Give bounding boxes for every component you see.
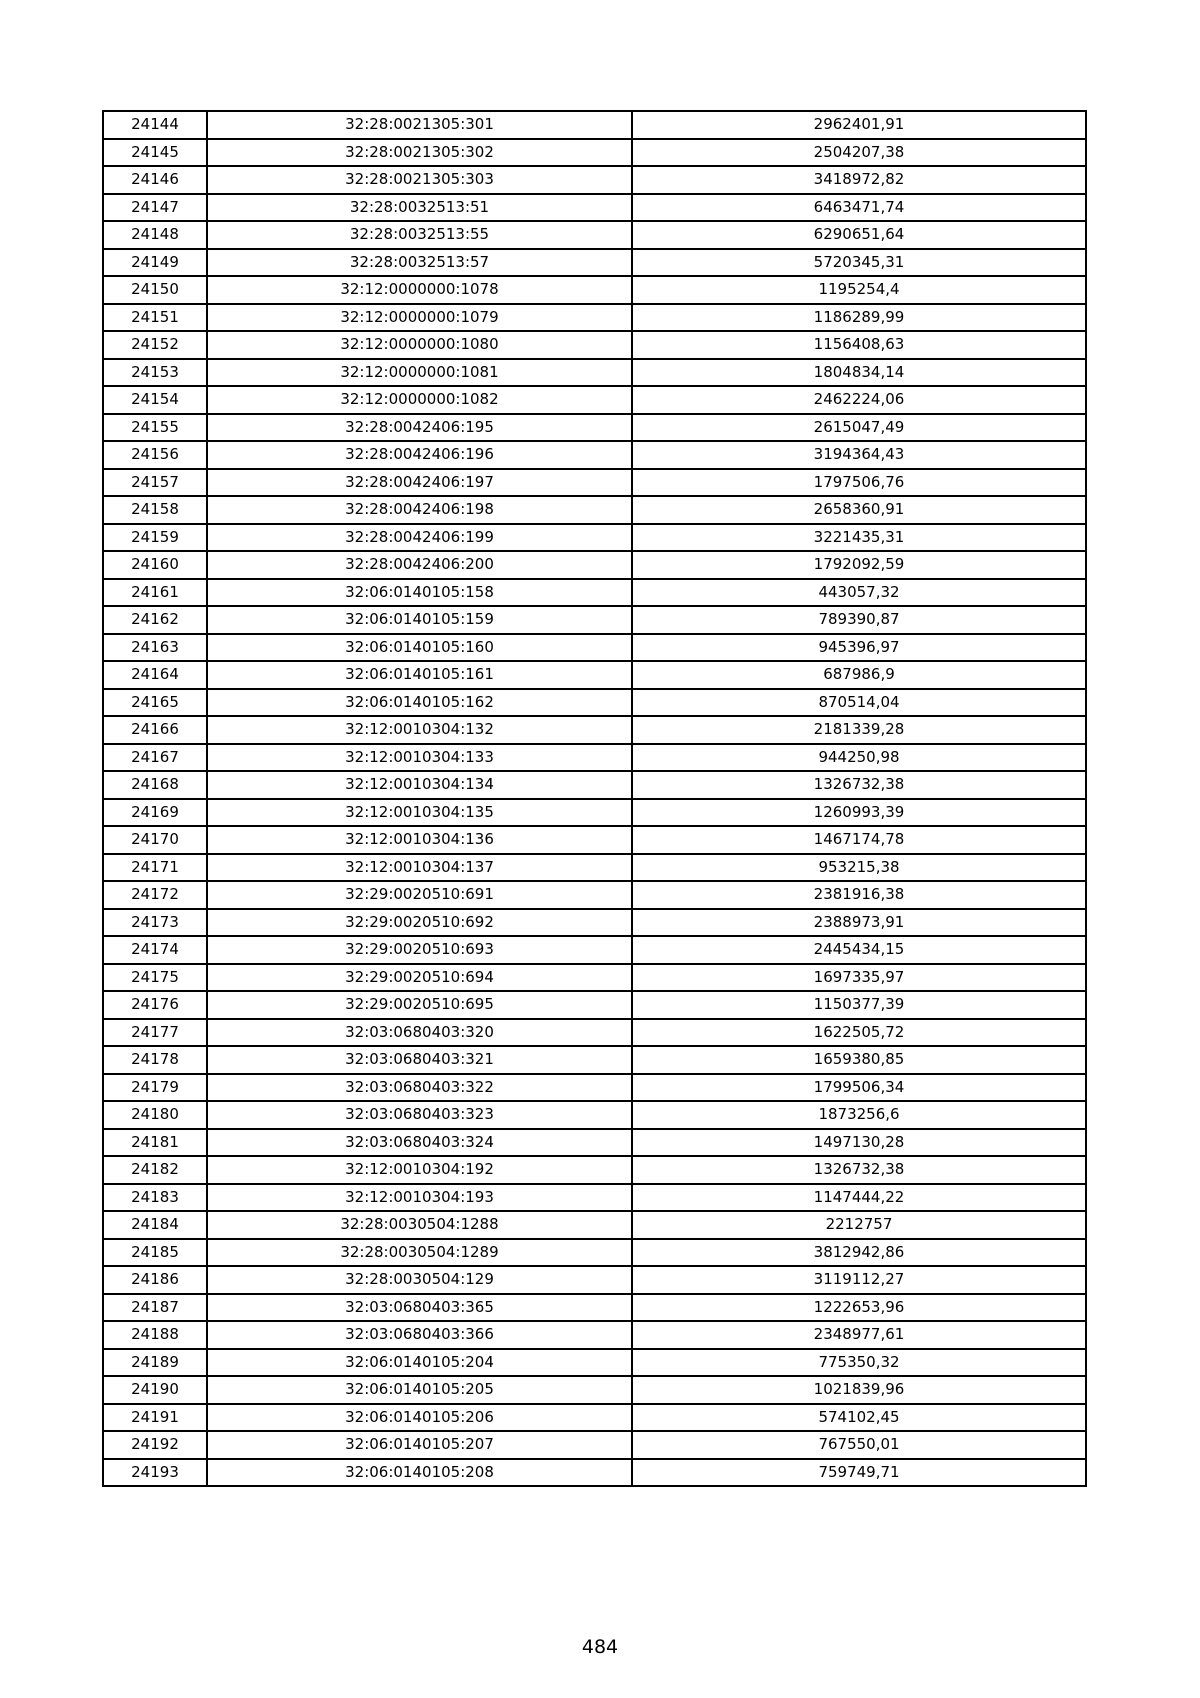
value-cell: 2445434,15 [632, 936, 1086, 964]
cadastral-number-cell: 32:28:0042406:198 [207, 496, 632, 524]
table-row [103, 771, 1086, 799]
cadastral-number-cell: 32:12:0010304:133 [207, 744, 632, 772]
table-row [103, 826, 1086, 854]
table-row [103, 1184, 1086, 1212]
row-number-cell: 24154 [103, 386, 207, 414]
cadastral-number-cell: 32:06:0140105:161 [207, 661, 632, 689]
row-number-cell: 24175 [103, 964, 207, 992]
value-cell: 953215,38 [632, 854, 1086, 882]
cadastral-number-cell: 32:28:0021305:301 [207, 111, 632, 139]
row-number-cell: 24171 [103, 854, 207, 882]
row-number-cell: 24158 [103, 496, 207, 524]
table-row [103, 579, 1086, 607]
value-cell: 3119112,27 [632, 1266, 1086, 1294]
row-number-cell: 24157 [103, 469, 207, 497]
table-row [103, 606, 1086, 634]
row-number-cell: 24184 [103, 1211, 207, 1239]
cadastral-number-cell: 32:03:0680403:321 [207, 1046, 632, 1074]
row-number-cell: 24178 [103, 1046, 207, 1074]
cadastral-number-cell: 32:12:0010304:136 [207, 826, 632, 854]
table-row [103, 276, 1086, 304]
table-row [103, 1211, 1086, 1239]
value-cell: 1792092,59 [632, 551, 1086, 579]
row-number-cell: 24155 [103, 414, 207, 442]
row-number-cell: 24173 [103, 909, 207, 937]
cadastral-number-cell: 32:03:0680403:320 [207, 1019, 632, 1047]
table-row [103, 221, 1086, 249]
cadastral-number-cell: 32:06:0140105:160 [207, 634, 632, 662]
row-number-cell: 24183 [103, 1184, 207, 1212]
cadastral-number-cell: 32:06:0140105:208 [207, 1459, 632, 1487]
cadastral-number-cell: 32:28:0030504:1288 [207, 1211, 632, 1239]
table-row [103, 249, 1086, 277]
table-row [103, 1046, 1086, 1074]
table-row [103, 634, 1086, 662]
row-number-cell: 24174 [103, 936, 207, 964]
value-cell: 1697335,97 [632, 964, 1086, 992]
row-number-cell: 24163 [103, 634, 207, 662]
table-row [103, 1376, 1086, 1404]
cadastral-number-cell: 32:28:0042406:195 [207, 414, 632, 442]
value-cell: 1222653,96 [632, 1294, 1086, 1322]
row-number-cell: 24147 [103, 194, 207, 222]
row-number-cell: 24186 [103, 1266, 207, 1294]
value-cell: 1021839,96 [632, 1376, 1086, 1404]
cadastral-number-cell: 32:28:0032513:55 [207, 221, 632, 249]
value-cell: 1326732,38 [632, 771, 1086, 799]
value-cell: 6463471,74 [632, 194, 1086, 222]
value-cell: 1622505,72 [632, 1019, 1086, 1047]
table-row [103, 909, 1086, 937]
row-number-cell: 24156 [103, 441, 207, 469]
cadastral-number-cell: 32:06:0140105:204 [207, 1349, 632, 1377]
cadastral-number-cell: 32:03:0680403:365 [207, 1294, 632, 1322]
value-cell: 1195254,4 [632, 276, 1086, 304]
row-number-cell: 24177 [103, 1019, 207, 1047]
value-cell: 1873256,6 [632, 1101, 1086, 1129]
cadastral-number-cell: 32:06:0140105:206 [207, 1404, 632, 1432]
cadastral-number-cell: 32:12:0000000:1079 [207, 304, 632, 332]
cadastral-number-cell: 32:28:0021305:303 [207, 166, 632, 194]
table-row [103, 964, 1086, 992]
row-number-cell: 24185 [103, 1239, 207, 1267]
value-cell: 443057,32 [632, 579, 1086, 607]
value-cell: 574102,45 [632, 1404, 1086, 1432]
value-cell: 945396,97 [632, 634, 1086, 662]
cadastral-number-cell: 32:12:0010304:132 [207, 716, 632, 744]
cadastral-number-cell: 32:06:0140105:159 [207, 606, 632, 634]
table-row [103, 1459, 1086, 1487]
cadastral-number-cell: 32:28:0042406:196 [207, 441, 632, 469]
table-row [103, 524, 1086, 552]
value-cell: 2962401,91 [632, 111, 1086, 139]
value-cell: 767550,01 [632, 1431, 1086, 1459]
table-row [103, 359, 1086, 387]
value-cell: 2212757 [632, 1211, 1086, 1239]
cadastral-number-cell: 32:28:0042406:200 [207, 551, 632, 579]
row-number-cell: 24172 [103, 881, 207, 909]
row-number-cell: 24180 [103, 1101, 207, 1129]
row-number-cell: 24166 [103, 716, 207, 744]
row-number-cell: 24182 [103, 1156, 207, 1184]
row-number-cell: 24144 [103, 111, 207, 139]
value-cell: 2381916,38 [632, 881, 1086, 909]
value-cell: 1326732,38 [632, 1156, 1086, 1184]
row-number-cell: 24151 [103, 304, 207, 332]
table-row [103, 1156, 1086, 1184]
cadastral-number-cell: 32:06:0140105:207 [207, 1431, 632, 1459]
value-cell: 1467174,78 [632, 826, 1086, 854]
table-row [103, 661, 1086, 689]
cadastral-number-cell: 32:28:0030504:1289 [207, 1239, 632, 1267]
table-row [103, 689, 1086, 717]
value-cell: 2388973,91 [632, 909, 1086, 937]
cadastral-number-cell: 32:28:0021305:302 [207, 139, 632, 167]
row-number-cell: 24193 [103, 1459, 207, 1487]
row-number-cell: 24187 [103, 1294, 207, 1322]
cadastral-number-cell: 32:29:0020510:693 [207, 936, 632, 964]
value-cell: 1799506,34 [632, 1074, 1086, 1102]
table-row [103, 194, 1086, 222]
row-number-cell: 24168 [103, 771, 207, 799]
table-row [103, 111, 1086, 139]
table-row [103, 854, 1086, 882]
table-row [103, 881, 1086, 909]
row-number-cell: 24153 [103, 359, 207, 387]
table-row [103, 1129, 1086, 1157]
cadastral-number-cell: 32:28:0042406:199 [207, 524, 632, 552]
table-row [103, 936, 1086, 964]
cadastral-number-cell: 32:12:0000000:1082 [207, 386, 632, 414]
table-row [103, 1321, 1086, 1349]
value-cell: 870514,04 [632, 689, 1086, 717]
value-cell: 3418972,82 [632, 166, 1086, 194]
table-row [103, 1074, 1086, 1102]
row-number-cell: 24145 [103, 139, 207, 167]
table-row [103, 1349, 1086, 1377]
row-number-cell: 24167 [103, 744, 207, 772]
row-number-cell: 24169 [103, 799, 207, 827]
cadastral-number-cell: 32:29:0020510:692 [207, 909, 632, 937]
cadastral-number-cell: 32:03:0680403:323 [207, 1101, 632, 1129]
table-row [103, 551, 1086, 579]
table-body [103, 111, 1086, 1486]
cadastral-number-cell: 32:12:0010304:192 [207, 1156, 632, 1184]
row-number-cell: 24152 [103, 331, 207, 359]
table-row [103, 331, 1086, 359]
table-row [103, 139, 1086, 167]
cadastral-number-cell: 32:12:0010304:134 [207, 771, 632, 799]
table-row [103, 469, 1086, 497]
row-number-cell: 24162 [103, 606, 207, 634]
value-cell: 3221435,31 [632, 524, 1086, 552]
value-cell: 2462224,06 [632, 386, 1086, 414]
page-number: 484 [581, 1636, 619, 1658]
row-number-cell: 24190 [103, 1376, 207, 1404]
value-cell: 2615047,49 [632, 414, 1086, 442]
row-number-cell: 24170 [103, 826, 207, 854]
table-row [103, 1019, 1086, 1047]
table-row [103, 304, 1086, 332]
cadastral-number-cell: 32:03:0680403:322 [207, 1074, 632, 1102]
cadastral-value-table [102, 110, 1087, 1487]
row-number-cell: 24181 [103, 1129, 207, 1157]
row-number-cell: 24179 [103, 1074, 207, 1102]
row-number-cell: 24148 [103, 221, 207, 249]
value-cell: 3194364,43 [632, 441, 1086, 469]
table-row [103, 1266, 1086, 1294]
value-cell: 5720345,31 [632, 249, 1086, 277]
row-number-cell: 24149 [103, 249, 207, 277]
cadastral-number-cell: 32:28:0042406:197 [207, 469, 632, 497]
cadastral-number-cell: 32:12:0010304:137 [207, 854, 632, 882]
cadastral-number-cell: 32:12:0010304:135 [207, 799, 632, 827]
row-number-cell: 24159 [103, 524, 207, 552]
cadastral-number-cell: 32:06:0140105:162 [207, 689, 632, 717]
table-row [103, 414, 1086, 442]
table-row [103, 1294, 1086, 1322]
table-row [103, 991, 1086, 1019]
table-row [103, 496, 1086, 524]
value-cell: 1659380,85 [632, 1046, 1086, 1074]
table-row [103, 386, 1086, 414]
value-cell: 2658360,91 [632, 496, 1086, 524]
value-cell: 1497130,28 [632, 1129, 1086, 1157]
cadastral-number-cell: 32:28:0030504:129 [207, 1266, 632, 1294]
table-row [103, 1404, 1086, 1432]
table-row [103, 166, 1086, 194]
cadastral-number-cell: 32:12:0000000:1081 [207, 359, 632, 387]
value-cell: 1186289,99 [632, 304, 1086, 332]
value-cell: 759749,71 [632, 1459, 1086, 1487]
cadastral-number-cell: 32:29:0020510:694 [207, 964, 632, 992]
cadastral-number-cell: 32:03:0680403:366 [207, 1321, 632, 1349]
cadastral-number-cell: 32:03:0680403:324 [207, 1129, 632, 1157]
row-number-cell: 24164 [103, 661, 207, 689]
row-number-cell: 24191 [103, 1404, 207, 1432]
value-cell: 789390,87 [632, 606, 1086, 634]
table-row [103, 1431, 1086, 1459]
cadastral-number-cell: 32:28:0032513:51 [207, 194, 632, 222]
table-row [103, 744, 1086, 772]
value-cell: 775350,32 [632, 1349, 1086, 1377]
value-cell: 687986,9 [632, 661, 1086, 689]
table-row [103, 1101, 1086, 1129]
value-cell: 1150377,39 [632, 991, 1086, 1019]
row-number-cell: 24188 [103, 1321, 207, 1349]
value-cell: 1156408,63 [632, 331, 1086, 359]
row-number-cell: 24160 [103, 551, 207, 579]
row-number-cell: 24165 [103, 689, 207, 717]
cadastral-number-cell: 32:12:0000000:1078 [207, 276, 632, 304]
cadastral-number-cell: 32:06:0140105:205 [207, 1376, 632, 1404]
value-cell: 1147444,22 [632, 1184, 1086, 1212]
value-cell: 1804834,14 [632, 359, 1086, 387]
table-row [103, 441, 1086, 469]
value-cell: 1797506,76 [632, 469, 1086, 497]
table-row [103, 716, 1086, 744]
cadastral-number-cell: 32:28:0032513:57 [207, 249, 632, 277]
cadastral-number-cell: 32:12:0000000:1080 [207, 331, 632, 359]
row-number-cell: 24150 [103, 276, 207, 304]
value-cell: 3812942,86 [632, 1239, 1086, 1267]
row-number-cell: 24176 [103, 991, 207, 1019]
cadastral-number-cell: 32:29:0020510:695 [207, 991, 632, 1019]
table-row [103, 1239, 1086, 1267]
value-cell: 2181339,28 [632, 716, 1086, 744]
cadastral-number-cell: 32:12:0010304:193 [207, 1184, 632, 1212]
cadastral-number-cell: 32:29:0020510:691 [207, 881, 632, 909]
row-number-cell: 24146 [103, 166, 207, 194]
table-row [103, 799, 1086, 827]
row-number-cell: 24161 [103, 579, 207, 607]
cadastral-number-cell: 32:06:0140105:158 [207, 579, 632, 607]
row-number-cell: 24192 [103, 1431, 207, 1459]
value-cell: 1260993,39 [632, 799, 1086, 827]
value-cell: 2348977,61 [632, 1321, 1086, 1349]
value-cell: 6290651,64 [632, 221, 1086, 249]
value-cell: 2504207,38 [632, 139, 1086, 167]
value-cell: 944250,98 [632, 744, 1086, 772]
row-number-cell: 24189 [103, 1349, 207, 1377]
